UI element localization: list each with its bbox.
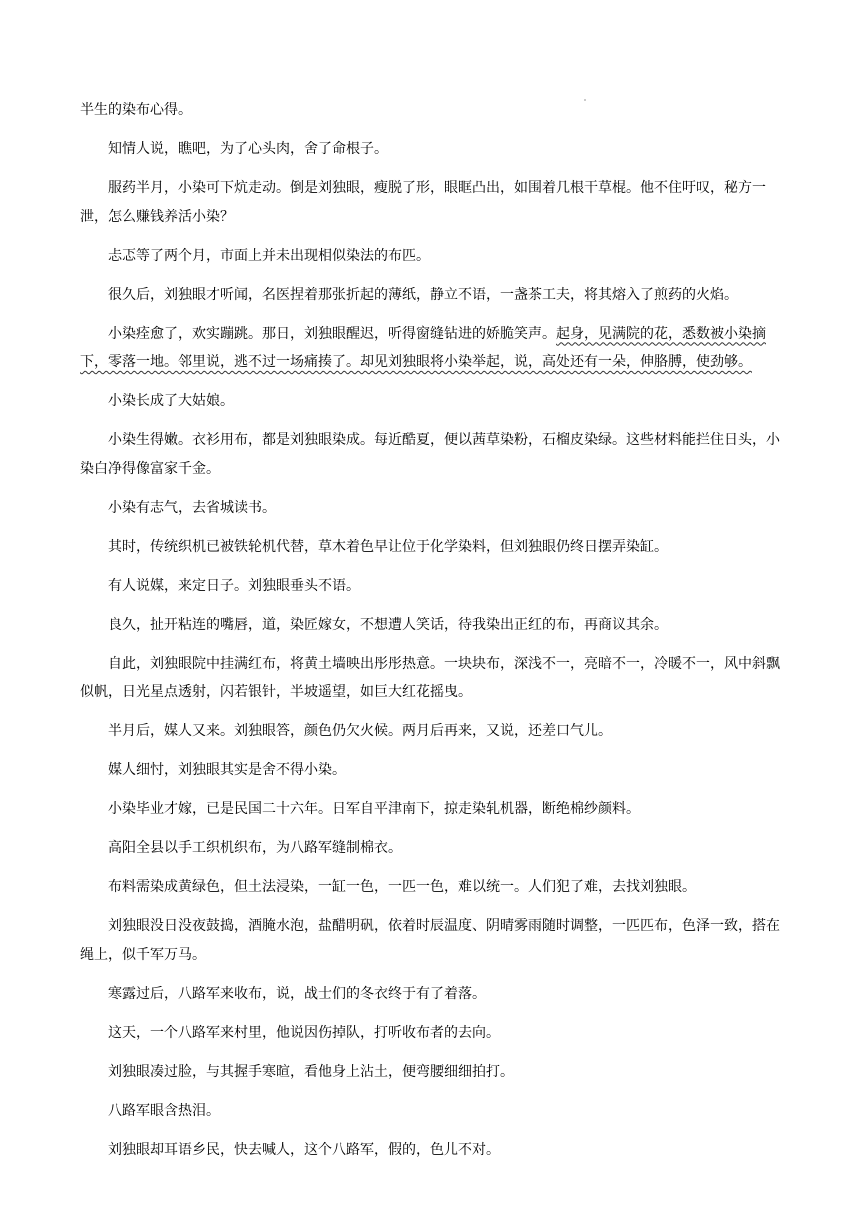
paragraph-text: 刘独眼凑过脸，与其握手寒暄，看他身上沾土，便弯腰细细拍打。 <box>108 1063 514 1080</box>
paragraph-10 <box>80 533 780 562</box>
paragraph-15 <box>80 756 780 785</box>
paragraph-text: 自此，刘独眼院中挂满红布，将黄土墙映出彤彤热意。一块块布，深浅不一，亮暗不一，冷暖不一，风中斜飘似帆，日光星点透射，闪若银针，半坡遥望，如巨大红花摇曳。 <box>80 655 780 700</box>
paragraph-text: 小染生得嫩。衣衫用布，都是刘独眼染成。每近酷夏，便以茜草染粉，石榴皮染绿。这些材料能拦住日头，小染白净得像富家千金。 <box>80 432 780 477</box>
paragraph-text: 媒人细忖，刘独眼其实是舍不得小染。 <box>108 762 346 778</box>
paragraph-7 <box>80 387 780 416</box>
paragraph-5 <box>80 281 780 310</box>
scan-speck <box>584 99 586 101</box>
paragraph-text: 半月后，媒人又来。刘独眼答，颜色仍欠火候。两月后再来，又说，还差口气儿。 <box>108 723 612 739</box>
paragraph-text: 这天，一个八路军来村里，他说因伤掉队，打听收布者的去向。 <box>108 1024 500 1041</box>
paragraph-19 <box>80 912 780 969</box>
paragraph-17 <box>80 834 780 863</box>
paragraph-12 <box>80 611 780 640</box>
paragraph-text: 很久后，刘独眼才听闻，名医捏着那张折起的薄纸，静立不语，一盏茶工夫，将其熔入了煎药的火焰。 <box>108 286 738 303</box>
paragraph-text: 刘独眼没日没夜鼓捣，酒腌水泡，盐醋明矾，依着时辰温度、阴晴雾雨随时调整，一匹匹布，色泽一致，搭在绳上，似千军万马。 <box>80 918 780 963</box>
paragraph-22 <box>80 1058 780 1087</box>
paragraph-9 <box>80 494 780 523</box>
paragraph-text: 高阳全县以手工织机织布，为八路军缝制棉衣。 <box>108 840 402 856</box>
paragraph-13 <box>80 650 780 707</box>
paragraph-text: 服药半月，小染可下炕走动。倒是刘独眼，瘦脱了形，眼眶凸出，如围着几根干草棍。他不住吁叹，秘方一泄，怎么赚钱养活小染？ <box>80 180 766 225</box>
paragraph-text: 忐忑等了两个月，市面上并未出现相似染法的布匹。 <box>108 247 430 264</box>
paragraph-16 <box>80 795 780 824</box>
paragraph-text: 有人说媒，来定日子。刘独眼垂头不语。 <box>108 577 360 594</box>
paragraph-text: 其时，传统织机已被铁轮机代替，草木着色早让位于化学染料，但刘独眼仍终日摆弄染缸。 <box>108 538 668 555</box>
paragraph-text: 良久，扯开粘连的嘴唇，道，染匠嫁女，不想遭人笑话，待我染出正红的布，再商议其余。 <box>108 616 668 633</box>
paragraph-1 <box>80 96 780 125</box>
paragraph-text: 小染痊愈了，欢实蹦跳。那日，刘独眼醒迟，听得窗缝钻进的娇脆笑声。 <box>108 325 556 342</box>
paragraph-text: 八路军眼含热泪。 <box>108 1102 220 1119</box>
paragraph-text: 半生的染布心得。 <box>80 102 192 118</box>
paragraph-text: 小染长成了大姑娘。 <box>108 393 234 409</box>
paragraph-text: 知情人说，瞧吧，为了心头肉，舍了命根子。 <box>108 141 388 157</box>
underlined-passage: 起身，见满院的花，悉数被小染摘下，零落一地。邻里说，逃不过一场痛揍了。却见刘独眼将小染举起，说，高处还有一朵，伸胳膊，使劲够。 <box>80 325 766 370</box>
paragraph-21 <box>80 1019 780 1048</box>
paragraph-2 <box>80 135 780 164</box>
paragraph-text: 刘独眼却耳语乡民，快去喊人，这个八路军，假的，色儿不对。 <box>108 1141 500 1158</box>
paragraph-text: 寒露过后，八路军来收布，说，战士们的冬衣终于有了着落。 <box>108 985 486 1002</box>
paragraph-18 <box>80 873 780 902</box>
paragraph-4 <box>80 242 780 271</box>
paragraph-text: 小染毕业才嫁，已是民国二十六年。日军自平津南下，掠走染轧机器，断绝棉纱颜料。 <box>108 801 640 817</box>
paragraph-24 <box>80 1136 780 1165</box>
paragraph-14 <box>80 717 780 746</box>
paragraph-3 <box>80 174 780 231</box>
paragraph-20 <box>80 980 780 1009</box>
paragraph-8 <box>80 426 780 483</box>
paragraph-23 <box>80 1097 780 1126</box>
paragraph-text: 小染有志气，去省城读书。 <box>108 499 276 516</box>
paragraph-11 <box>80 572 780 601</box>
paragraph-text: 布料需染成黄绿色，但土法浸染，一缸一色，一匹一色，难以统一。人们犯了难，去找刘独眼。 <box>108 879 696 895</box>
paragraph-6 <box>80 320 780 377</box>
